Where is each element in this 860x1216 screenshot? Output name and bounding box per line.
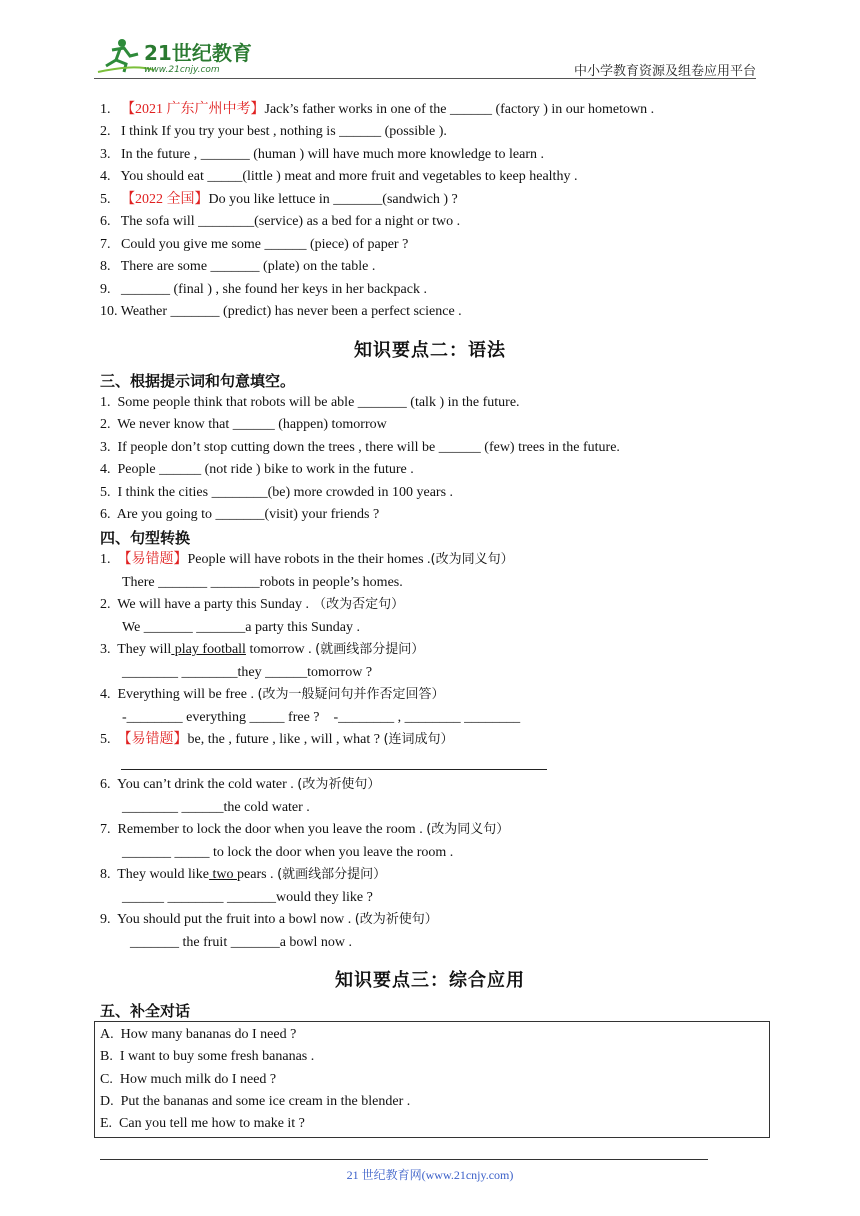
logo-url: www.21cnjy.com	[144, 65, 220, 75]
list-item: 6. Are you going to _______(visit) your friends ?	[100, 507, 380, 522]
list-item: 3. They will play football tomorrow . (就画线部分提问）	[100, 642, 425, 657]
footer-divider	[100, 1159, 708, 1160]
list-item: 5. 【易错题】be, the , future , like , will , what ? (连词成句）	[100, 732, 454, 747]
heading-grammar: 知识要点二：语法	[354, 340, 506, 361]
answer-line: _______ the fruit _______a bowl now .	[130, 935, 353, 950]
footer-link[interactable]: 21 世纪教育网(www.21cnjy.com)	[346, 1168, 514, 1182]
answer-line: ________ ________they ______tomorrow ?	[122, 665, 373, 680]
list-item: 10. Weather _______ (predict) has never been a perfect science .	[100, 304, 462, 319]
list-item: 9. _______ (final ) , she found her keys in her backpack .	[100, 282, 427, 297]
list-item: 3. If people don’t stop cutting down the trees , there will be ______ (few) trees in the future.	[100, 440, 620, 455]
list-item: 2. I think If you try your best , nothing is ______ (possible ).	[100, 124, 447, 139]
option-item: A. How many bananas do I need ?	[100, 1027, 297, 1042]
list-item: 8. They would like two pears . (就画线部分提问）	[100, 867, 387, 882]
list-item: 4. You should eat _____(little ) meat and more fruit and vegetables to keep healthy .	[100, 169, 578, 184]
option-item: B. I want to buy some fresh bananas .	[100, 1049, 315, 1064]
site-logo	[94, 36, 264, 76]
section-4-title: 四、句型转换	[100, 529, 191, 547]
list-item: 5. I think the cities ________(be) more crowded in 100 years .	[100, 485, 454, 500]
list-item: 1. Some people think that robots will be able _______ (talk ) in the future.	[100, 395, 520, 410]
answer-blank-line	[121, 769, 547, 770]
list-item: 3. In the future , _______ (human ) will have much more knowledge to learn .	[100, 147, 544, 162]
option-item: D. Put the bananas and some ice cream in the blender .	[100, 1094, 411, 1109]
option-item: E. Can you tell me how to make it ?	[100, 1116, 305, 1131]
answer-line: We _______ _______a party this Sunday .	[122, 620, 361, 635]
list-item: 1. 【易错题】People will have robots in the their homes .(改为同义句）	[100, 552, 514, 567]
list-item: 4. Everything will be free . (改为一般疑问句并作否定回答）	[100, 687, 445, 702]
list-item: 9. You should put the fruit into a bowl now . (改为祈使句）	[100, 912, 438, 927]
answer-line: There _______ _______robots in people’s homes.	[122, 575, 403, 590]
answer-line: _______ _____ to lock the door when you leave the room .	[122, 845, 454, 860]
answer-line: ______ ________ _______would they like ?	[122, 890, 373, 905]
list-item: 6. You can’t drink the cold water . (改为祈使句）	[100, 777, 381, 792]
platform-title: 中小学教育资源及组卷应用平台	[573, 64, 756, 79]
logo-text: 21世纪教育	[144, 41, 252, 65]
list-item: 1. 【2021 广东广州中考】Jack’s father works in one of the ______ (factory ) in our hometown .	[100, 102, 655, 117]
list-item: 2. We will have a party this Sunday . （改为否定句）	[100, 597, 405, 612]
list-item: 4. People ______ (not ride ) bike to work in the future .	[100, 462, 414, 477]
list-item: 7. Could you give me some ______ (piece) of paper ?	[100, 237, 409, 252]
list-item: 6. The sofa will ________(service) as a bed for a night or two .	[100, 214, 461, 229]
list-item: 7. Remember to lock the door when you leave the room . (改为同义句）	[100, 822, 510, 837]
option-item: C. How much milk do I need ?	[100, 1072, 277, 1087]
list-item: 8. There are some _______ (plate) on the table .	[100, 259, 376, 274]
heading-application: 知识要点三：综合应用	[335, 970, 525, 991]
list-item: 2. We never know that ______ (happen) tomorrow	[100, 417, 387, 432]
header-divider	[94, 78, 756, 79]
section-5-title: 五、补全对话	[100, 1002, 191, 1020]
answer-line: -________ everything _____ free ? -________ , ________ ________	[122, 710, 521, 725]
section-3-title: 三、根据提示词和句意填空。	[100, 372, 296, 390]
answer-line: ________ ______the cold water .	[122, 800, 310, 815]
list-item: 5. 【2022 全国】Do you like lettuce in _______(sandwich ) ?	[100, 192, 458, 207]
